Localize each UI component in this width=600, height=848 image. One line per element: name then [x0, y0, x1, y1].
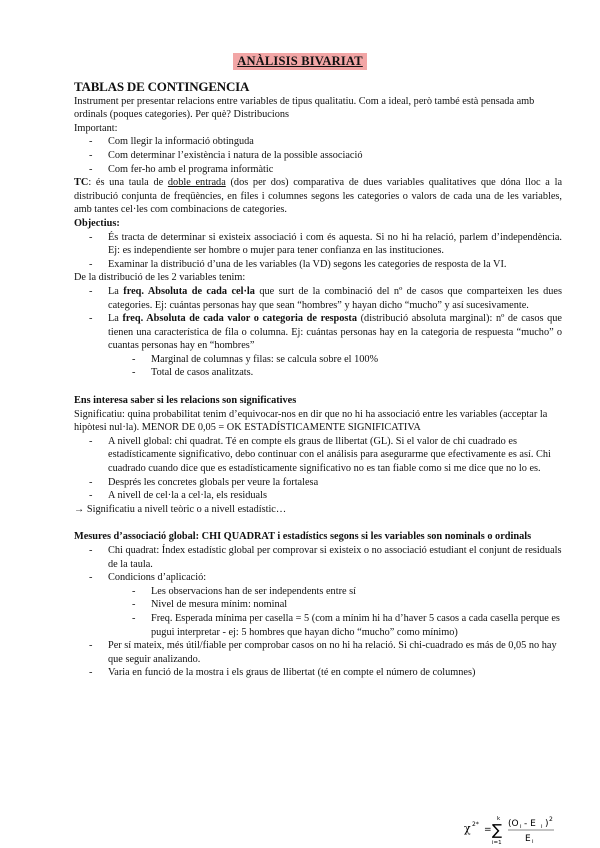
formula-num-sup: 2	[549, 816, 553, 823]
f1-text-a: La	[108, 285, 124, 297]
formula-sum-bottom: i=1	[492, 840, 502, 846]
formula-num-sub: i	[520, 824, 522, 830]
distribution-intro: De la distribució de les 2 variables tenim:	[74, 272, 246, 284]
formula-num-open: (O	[508, 819, 519, 829]
f2-text-a: La	[108, 313, 123, 325]
list-item	[89, 571, 562, 639]
sub-list-item: - Freq. Esperada mínima per casella = 5 (com a mínim hi ha d’haver 5 casos a cada casella perque es pugui interpretar - ej: 5 hombres que hayan dicho “mucho” como mínimo)	[132, 612, 562, 639]
section-heading-chi-square: Mesures d’associació global: CHI QUADRAT i estadístics segons si les variables son nominals o ordinals	[74, 531, 532, 543]
f2-bold: freq. Absoluta de cada valor o categoria de resposta	[122, 313, 358, 325]
list-item	[89, 285, 562, 312]
formula-chi: χ	[464, 822, 471, 835]
list-item: - Examinar la distribució d’una de les variables (la VD) segons les categories de resposta de la VI.	[89, 258, 562, 272]
conditions-sublist	[108, 585, 562, 639]
list-item: - Varia en funció de la mostra i els graus de llibertat (té en compte el número de columnes)	[89, 666, 562, 680]
tc-definition	[74, 176, 562, 217]
sub-list-item: - Nivel de mesura mínim: nominal	[132, 598, 562, 612]
document-body	[74, 78, 562, 680]
list-item	[89, 312, 562, 380]
chi-square-list	[74, 544, 562, 680]
formula-den-sub: i	[532, 839, 534, 845]
list-item: - A nivell global: chi quadrat. Té en compte els graus de llibertat (GL). Si el valor de chi cuadrado es estadísticamente significativo, debo continuar con el análisis para asegurarme que efectivamente es así. Chi cuadrado cuando dice que es estadísticamente significativo no es tan fiable como si me dice que no lo es.	[89, 435, 562, 476]
list-item: - A nivell de cel·la a cel·la, els residuals	[89, 489, 562, 503]
list-item: - Com fer-ho amb el programa informàtic	[89, 163, 562, 177]
chi-square-formula	[462, 812, 572, 846]
formula-graphic	[462, 812, 572, 846]
important-list	[74, 135, 562, 176]
sum-symbol-icon: ∑	[492, 821, 503, 839]
arrow-note: → Significatiu a nivell teòric o a nivell estadístic…	[74, 503, 287, 515]
formula-chi-sup: 2*	[472, 821, 479, 828]
list-item: - Per sí mateix, més útil/fiable per comprobar casos on no hi ha relació. Si chi-cuadrado es más de 0,05 no hay que seguir analizando.	[89, 639, 562, 666]
sub-list-item: - Total de casos analitzats.	[132, 366, 562, 380]
list-item: - Després les concretes globals per veure la fortalesa	[89, 476, 562, 490]
f1-text-c: que surt de la combinació del nº de casos que comparteixen les dues categories. Ej: cuántas personas hay que sean “hombres” y hayan dicho “mucho” y así sucesivamente.	[108, 285, 563, 311]
formula-num-sub2: i	[541, 824, 543, 830]
section-heading-contingency: TABLAS DE CONTINGENCIA	[74, 79, 250, 94]
formula-num-minus: - E	[524, 819, 536, 829]
list-item: - Com determinar l’existència i natura de la possible associació	[89, 149, 562, 163]
section-heading-significance: Ens interesa saber si les relacions son significatives	[74, 395, 297, 407]
important-label: Important:	[74, 122, 118, 134]
list-item: - És tracta de determinar si existeix associació i com és aquesta. Si no hi ha relació, parlem d’independència. Ej: es independiente ser hombre o mujer para tener confianza en las instituciones.	[89, 231, 562, 258]
intro-paragraph: Instrument per presentar relacions entre variables de tipus qualitatiu. Com a ideal, però també està pensada amb ordinals (poques categories). Per què? Distribucions	[74, 95, 535, 121]
objectives-list	[74, 231, 562, 272]
formula-num-close: )	[545, 819, 549, 829]
conditions-label: Condicions d’aplicació:	[108, 572, 207, 584]
objectives-label: Objectius:	[74, 217, 120, 229]
tc-text-a: : és una taula de	[88, 177, 168, 189]
list-item: - Chi quadrat: Índex estadístic global per comprovar si existeix o no associació estudiant el conjunt de residuals de la taula.	[89, 544, 562, 571]
tc-text-b: (dos per dos) comparativa de dues variables qualitatives que dóna lloc a la distribució conjunta de freqüències, en files i columnes segons les categories o valors de cada una de les variables, amb tantes cel·les com combinacions de categories.	[74, 177, 563, 216]
sub-list-item: - Marginal de columnas y filas: se calcula sobre el 100%	[132, 353, 562, 367]
tc-underlined: doble entrada	[167, 177, 226, 189]
formula-den: E	[525, 834, 531, 844]
page-title: ANÀLISIS BIVARIAT	[233, 53, 367, 70]
formula-sum-top: k	[497, 816, 501, 822]
significance-list	[74, 435, 562, 503]
sub-list-item: - Les observacions han de ser independents entre sí	[132, 585, 562, 599]
marginal-sublist	[108, 353, 562, 380]
significance-paragraph: Significatiu: quina probabilitat tenim d’equivocar-nos en dir que no hi ha associació entre les variables (acceptar la hipòtesi nul·la). MENOR DE 0,05 = OK ESTADÍSTICAMENTE SIGNIFICATIVA	[74, 408, 548, 434]
f2-text-c: (distribució absoluta marginal): nº de casos que tienen una característica de fila o columna. Ej: cuántas personas hay en la categoria de respuesta “mucho” o cuantas personas hay en “hombres”	[108, 313, 562, 352]
tc-term: TC	[74, 177, 89, 189]
list-item: - Com llegir la informació obtinguda	[89, 135, 562, 149]
frequency-list	[74, 285, 562, 380]
formula-equals: =	[484, 825, 492, 835]
f1-bold: freq. Absoluta de cada cel·la	[123, 285, 255, 297]
